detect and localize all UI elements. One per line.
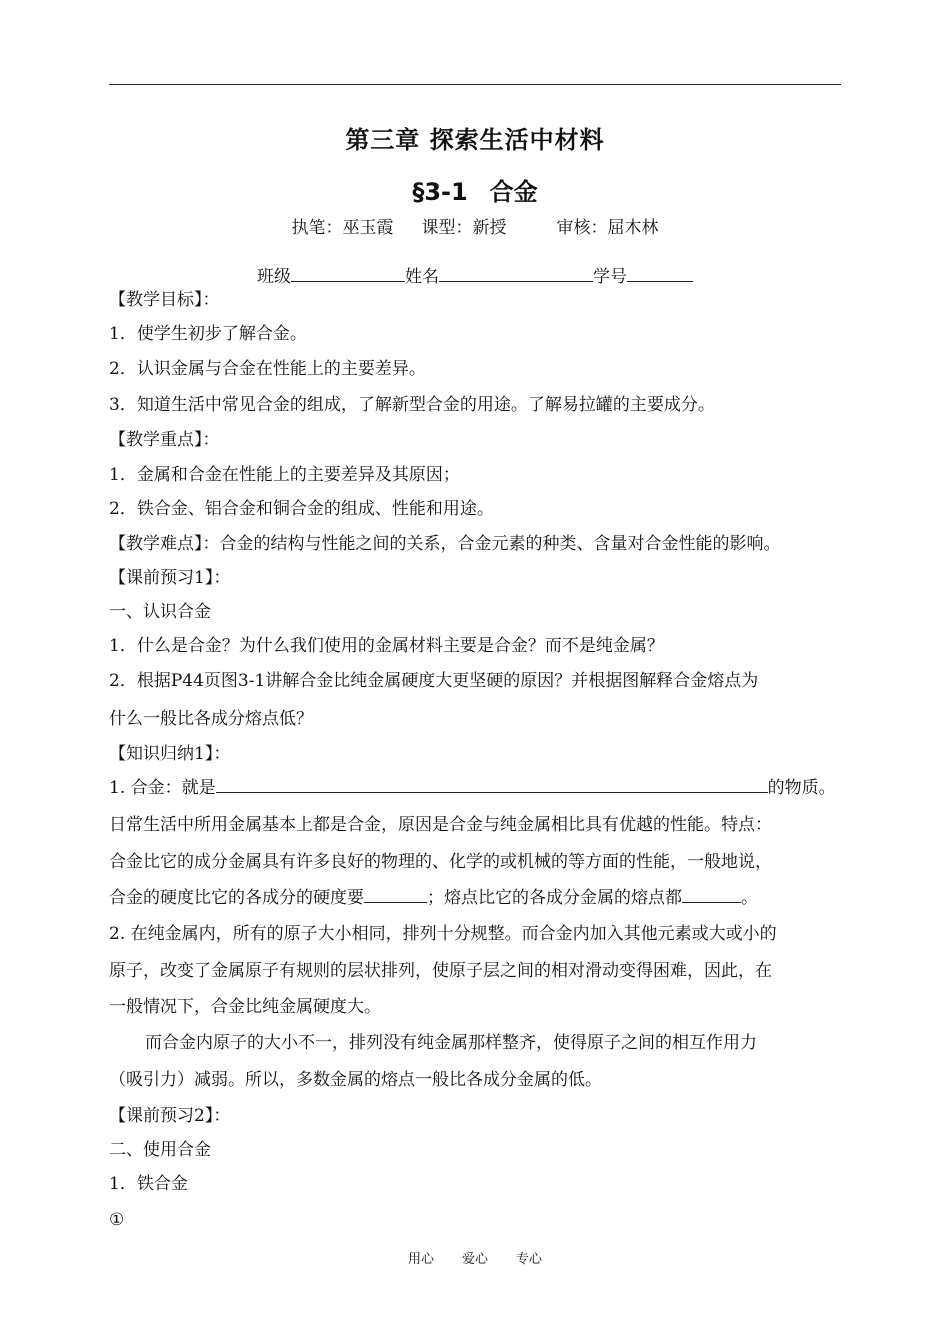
definition-blank[interactable] [216, 776, 768, 793]
melting-suffix: 。 [741, 888, 758, 908]
author: 执笔：巫玉霞 [291, 218, 394, 238]
top-rule [109, 84, 841, 85]
definition-prefix: 1. 合金：就是 [109, 778, 216, 798]
heading-key-points: 【教学重点】： [109, 430, 220, 450]
chapter-title: 第三章 探索生活中材料 [345, 126, 605, 154]
heading-preview-1: 【课前预习1】： [109, 568, 231, 588]
key-point-1: 1．金属和合金在性能上的主要差异及其原因； [109, 465, 460, 485]
question-1: 1．什么是合金？为什么我们使用的金属材料主要是合金？而不是纯金属？ [109, 636, 664, 656]
name-blank[interactable] [439, 265, 593, 282]
explanation-line-4: 而合金内原子的大小不一，排列没有纯金属那样整齐，使得原子之间的相互作用力 [145, 1033, 757, 1053]
goal-item-1: 1．使学生初步了解合金。 [109, 324, 307, 344]
footer-text-3: 专心 [516, 1252, 543, 1267]
section-heading [0, 172, 950, 207]
lesson-type: 课型：新授 [421, 218, 507, 238]
reviewer: 审核：屈木林 [556, 218, 659, 238]
hardness-blank[interactable] [364, 886, 427, 903]
hardness-melting-line [109, 886, 758, 910]
class-label: 班级 [257, 267, 291, 287]
melting-prefix: ；熔点比它的各成分金属的熔点都 [427, 888, 682, 908]
alloy-definition-line [109, 776, 836, 800]
definition-suffix: 的物质。 [767, 778, 836, 798]
question-2-line-1: 2．根据P44页图3-1讲解合金比纯金属硬度大更坚硬的原因？并根据图解释合金熔点为 [109, 671, 759, 691]
name-label: 姓名 [405, 267, 439, 287]
goal-item-2: 2．认识金属与合金在性能上的主要差异。 [109, 359, 426, 379]
summary-text-2: 合金比它的成分金属具有许多良好的物理的、化学的或机械的等方面的性能，一般地说， [109, 852, 772, 872]
circled-number-1: ① [109, 1210, 125, 1230]
section-name: 合金 [489, 178, 538, 206]
hardness-prefix: 合金的硬度比它的各成分的硬度要 [109, 888, 364, 908]
explanation-line-2: 原子，改变了金属原子有规则的层状排列，使原子层之间的相对滑动变得困难，因此，在 [109, 961, 772, 981]
student-info-line [0, 262, 950, 287]
class-blank[interactable] [291, 265, 405, 282]
difficulty-line: 【教学难点】：合金的结构与性能之间的关系，合金元素的种类、含量对合金性能的影响。 [109, 534, 781, 554]
credits-line [0, 213, 950, 238]
explanation-line-1: 2. 在纯金属内，所有的原子大小相同，排列十分规整。而合金内加入其他元素或大或小的 [109, 924, 777, 944]
goal-item-3: 3．知道生活中常见合金的组成，了解新型合金的用途。了解易拉罐的主要成分。 [109, 395, 715, 415]
heading-teaching-goals: 【教学目标】： [109, 290, 220, 310]
section-number: §3-1 [412, 178, 468, 206]
summary-text-1: 日常生活中所用金属基本上都是合金，原因是合金与纯金属相比具有优越的性能。特点： [109, 815, 772, 835]
melting-blank[interactable] [682, 886, 741, 903]
explanation-line-5: （吸引力）减弱。所以，多数金属的熔点一般比各成分金属的低。 [109, 1070, 602, 1090]
footer-text-2: 爱心 [461, 1252, 488, 1267]
iron-alloy-item: 1．铁合金 [109, 1174, 188, 1194]
subheading-use-alloys: 二、使用合金 [109, 1140, 211, 1160]
explanation-line-3: 一般情况下，合金比纯金属硬度大。 [109, 997, 381, 1017]
subheading-know-alloys: 一、认识合金 [109, 602, 211, 622]
page-footer [0, 1248, 950, 1267]
key-point-2: 2．铁合金、铝合金和铜合金的组成、性能和用途。 [109, 499, 494, 519]
number-blank[interactable] [627, 265, 693, 282]
number-label: 学号 [593, 267, 627, 287]
question-2-line-2: 什么一般比各成分熔点低？ [109, 709, 313, 729]
heading-preview-2: 【课前预习2】： [109, 1106, 231, 1126]
footer-text-1: 用心 [407, 1252, 434, 1267]
heading-knowledge-summary-1: 【知识归纳1】： [109, 744, 231, 764]
